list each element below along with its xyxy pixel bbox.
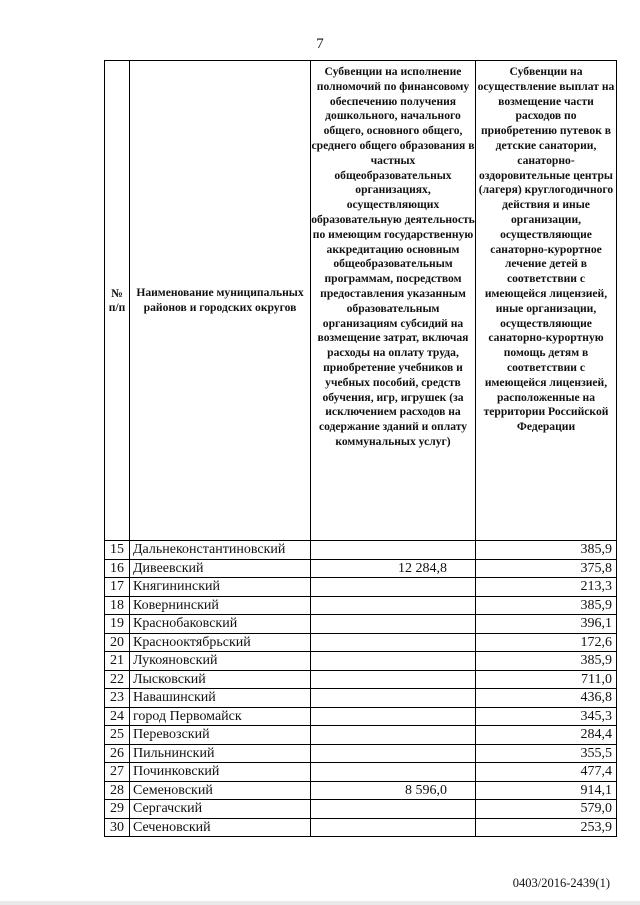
row-sanatorium-value: 385,9 <box>476 652 617 671</box>
page-number: 7 <box>316 36 324 52</box>
table-row <box>105 800 617 819</box>
row-private-education-value <box>311 670 476 689</box>
row-private-education-value <box>311 763 476 782</box>
row-number: 30 <box>105 818 130 837</box>
row-municipality-name: Дивеевский <box>130 559 311 578</box>
row-municipality-name: город Первомайск <box>130 707 311 726</box>
row-sanatorium-value: 436,8 <box>476 689 617 708</box>
subventions-table <box>104 60 617 837</box>
row-municipality-name: Семеновский <box>130 781 311 800</box>
row-number: 19 <box>105 615 130 634</box>
row-municipality-name: Перевозский <box>130 726 311 745</box>
row-sanatorium-value: 172,6 <box>476 633 617 652</box>
row-number: 28 <box>105 781 130 800</box>
row-sanatorium-value: 396,1 <box>476 615 617 634</box>
row-private-education-value <box>311 596 476 615</box>
row-sanatorium-value: 385,9 <box>476 541 617 560</box>
row-private-education-value <box>311 726 476 745</box>
row-private-education-value <box>311 633 476 652</box>
row-private-education-value <box>311 615 476 634</box>
row-sanatorium-value: 253,9 <box>476 818 617 837</box>
row-number: 23 <box>105 689 130 708</box>
header-number-sign: № <box>111 286 123 300</box>
table-row <box>105 781 617 800</box>
table-row <box>105 633 617 652</box>
row-number: 26 <box>105 744 130 763</box>
table-row <box>105 763 617 782</box>
row-number: 20 <box>105 633 130 652</box>
row-private-education-value <box>311 707 476 726</box>
row-private-education-value: 12 284,8 <box>311 559 476 578</box>
table-row <box>105 541 617 560</box>
header-number <box>105 61 130 541</box>
row-municipality-name: Лукояновский <box>130 652 311 671</box>
row-number: 25 <box>105 726 130 745</box>
header-sanatorium-subvention: Субвенции на осуществление выплат на возмещение части расходов по приобретению путевок в детские санатории, санаторно-оздоровительные центры (лагеря) круглогодичного действия и иные организации, осуществляющие санаторно-курортное лечение детей в соответствии с имеющейся лицензией, иные организации, осуществляющие санаторно-курортную помощь детям в соответствии с имеющейся лицензией, расположенные на территории Российской Федерации <box>476 61 617 541</box>
document-code: 0403/2016-2439(1) <box>512 876 610 890</box>
row-municipality-name: Краснооктябрьский <box>130 633 311 652</box>
row-municipality-name: Пильнинский <box>130 744 311 763</box>
row-number: 24 <box>105 707 130 726</box>
row-sanatorium-value: 355,5 <box>476 744 617 763</box>
row-number: 22 <box>105 670 130 689</box>
row-private-education-value <box>311 800 476 819</box>
table-row <box>105 670 617 689</box>
row-private-education-value <box>311 818 476 837</box>
table-row <box>105 818 617 837</box>
header-number-abbr: п/п <box>108 300 126 314</box>
row-municipality-name: Починковский <box>130 763 311 782</box>
table-row <box>105 707 617 726</box>
row-sanatorium-value: 284,4 <box>476 726 617 745</box>
row-sanatorium-value: 579,0 <box>476 800 617 819</box>
row-sanatorium-value: 385,9 <box>476 596 617 615</box>
table-row <box>105 744 617 763</box>
row-sanatorium-value: 213,3 <box>476 578 617 597</box>
row-municipality-name: Краснобаковский <box>130 615 311 634</box>
table-row <box>105 689 617 708</box>
row-sanatorium-value: 914,1 <box>476 781 617 800</box>
row-sanatorium-value: 345,3 <box>476 707 617 726</box>
table-row <box>105 596 617 615</box>
row-private-education-value <box>311 689 476 708</box>
table-body <box>105 541 617 837</box>
row-number: 15 <box>105 541 130 560</box>
row-sanatorium-value: 375,8 <box>476 559 617 578</box>
row-number: 27 <box>105 763 130 782</box>
row-private-education-value <box>311 541 476 560</box>
row-municipality-name: Княгининский <box>130 578 311 597</box>
table-row <box>105 726 617 745</box>
row-municipality-name: Сеченовский <box>130 818 311 837</box>
row-municipality-name: Лысковский <box>130 670 311 689</box>
row-municipality-name: Сергачский <box>130 800 311 819</box>
header-private-education-subvention: Субвенции на исполнение полномочий по финансовому обеспечению получения дошкольного, начального общего, основного общего, среднего общего образования в частных общеобразовательных организациях, осуществляющих образовательную деятельность по имеющим государственную аккредитацию основным общеобразовательным программам, посредством предоставления указанным образовательным организациям субсидий на возмещение затрат, включая расходы на оплату труда, приобретение учебников и учебных пособий, средств обучения, игр, игрушек (за исключением расходов на содержание зданий и оплату коммунальных услуг) <box>311 61 476 541</box>
scan-edge <box>0 901 640 905</box>
row-number: 16 <box>105 559 130 578</box>
row-municipality-name: Дальнеконстантиновский <box>130 541 311 560</box>
row-private-education-value: 8 596,0 <box>311 781 476 800</box>
row-private-education-value <box>311 578 476 597</box>
table-row <box>105 652 617 671</box>
row-private-education-value <box>311 652 476 671</box>
row-municipality-name: Ковернинский <box>130 596 311 615</box>
header-municipality-name: Наименование муниципальных районов и городских округов <box>130 61 311 541</box>
row-number: 18 <box>105 596 130 615</box>
row-number: 29 <box>105 800 130 819</box>
row-number: 21 <box>105 652 130 671</box>
table-row <box>105 559 617 578</box>
row-sanatorium-value: 477,4 <box>476 763 617 782</box>
table-row <box>105 615 617 634</box>
row-number: 17 <box>105 578 130 597</box>
row-sanatorium-value: 711,0 <box>476 670 617 689</box>
table-row <box>105 578 617 597</box>
row-municipality-name: Навашинский <box>130 689 311 708</box>
table-header-row <box>105 61 617 541</box>
row-private-education-value <box>311 744 476 763</box>
